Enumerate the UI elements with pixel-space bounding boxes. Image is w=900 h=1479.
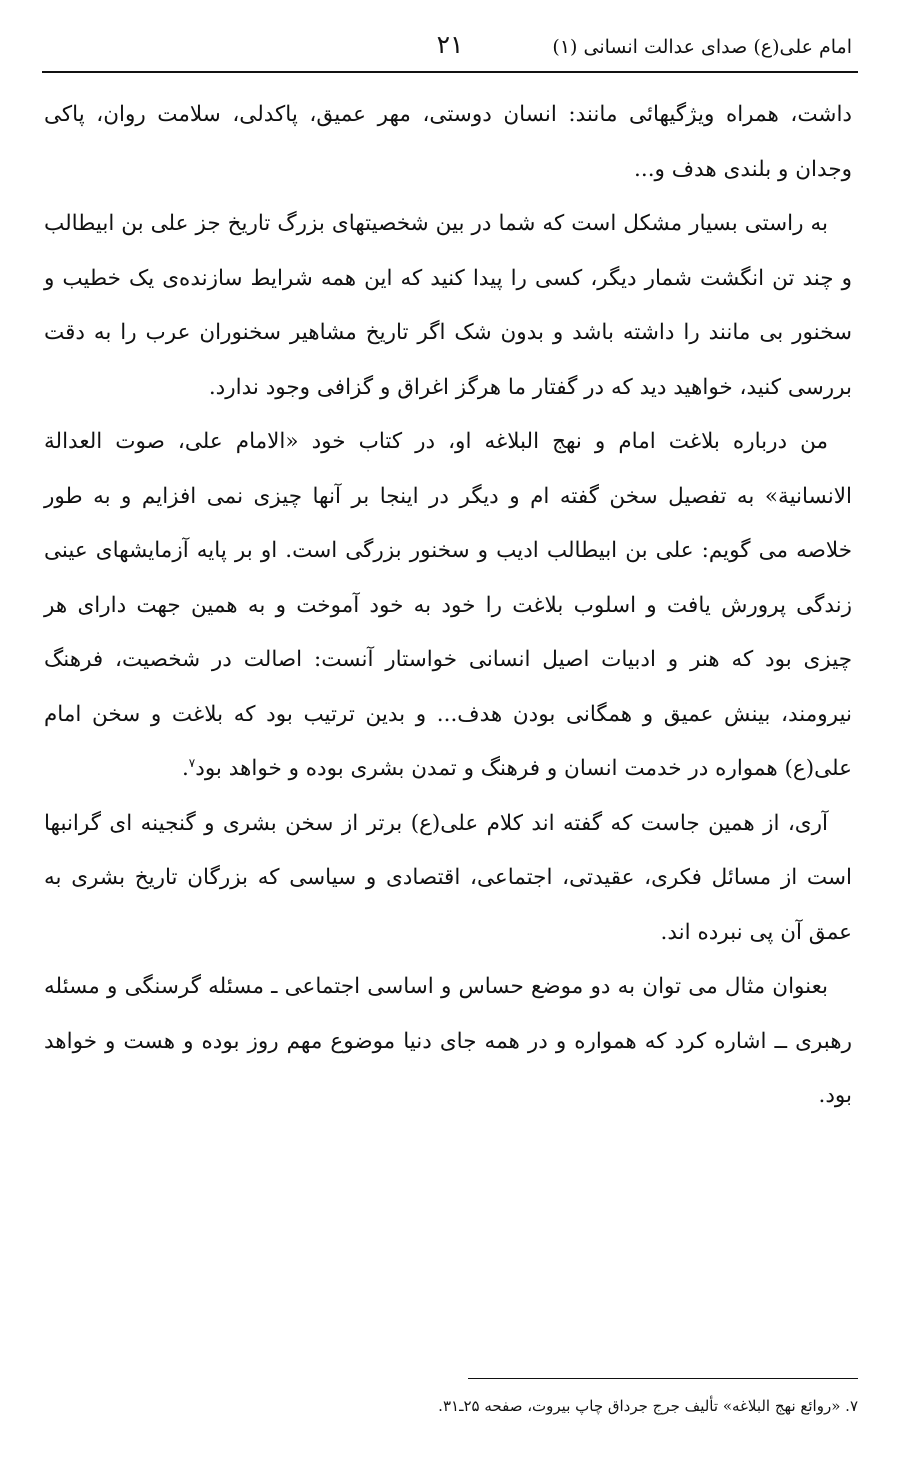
header-divider	[42, 71, 858, 73]
paragraph-text: من درباره بلاغت امام و نهج البلاغه او، در کتاب خود «الامام علی، صوت العدالة الانسانیة» به تفصیل سخن گفته ام و دیگر در اینجا بر آنها چیزی نمی افزایم و به طور خلاصه می گویم: علی بن ابیطالب ادیب و سخنور بزرگی است. او بر پایه آزمایشهای عینی زندگی پرورش یافت و اسلوب بلاغت را خود به خود آموخت و به همین جهت دارای هر چیزی بود که هنر و ادبیات اصیل انسانی خواستار آنست: اصالت در شخصیت، فرهنگ نیرومند، بینش عمیق و همگانی بودن هدف... و بدین ترتیب بود که بلاغت و سخن امام علی(ع) همواره در خدمت انسان و فرهنگ و تمدن بشری بوده و خواهد بود	[44, 429, 852, 781]
paragraph: بعنوان مثال می توان به دو موضع حساس و اساسی اجتماعی ـ مسئله گرسنگی و مسئله رهبری ــ اشاره کرد که همواره و در همه جای دنیا موضوع مهم روز بوده و هست و خواهد بود.	[44, 974, 852, 1108]
main-text	[44, 88, 852, 1124]
paragraph: به راستی بسیار مشکل است که شما در بین شخصیتهای بزرگ تاریخ جز علی بن ابیطالب و چند تن انگشت شمار دیگر، کسی را پیدا کنید که این همه شرایط سازنده‌ی یک خطیب و سخنور بی مانند را داشته باشد و بدون شک اگر تاریخ مشاهیر سخنوران عرب را به دقت بررسی کنید، خواهید دید که در گفتار ما هرگز اغراق و گزافی وجود ندارد.	[44, 211, 852, 400]
page-number: ۲۱	[436, 30, 464, 59]
paragraph: من درباره بلاغت امام و نهج البلاغه او، در کتاب خود «الامام علی، صوت العدالة الانسانیة» به تفصیل سخن گفته ام و دیگر در اینجا بر آنها چیزی نمی افزایم و به طور خلاصه می گویم: علی بن ابیطالب ادیب و سخنور بزرگی است. او بر پایه آزمایشهای عینی زندگی پرورش یافت و اسلوب بلاغت را خود به خود آموخت و به همین جهت دارای هر چیزی بود که هنر و ادبیات اصیل انسانی خواستار آنست: اصالت در شخصیت، فرهنگ نیرومند، بینش عمیق و همگانی بودن هدف... و بدین ترتیب بود که بلاغت و سخن امام علی(ع) همواره در خدمت انسان و فرهنگ و تمدن بشری بوده و خواهد بود$^۷$.	[44, 429, 852, 781]
footnote: ۷. «روائع نهج البلاغه» تألیف جرج جرداق چاپ بیروت، صفحه ۲۵ـ۳۱.	[438, 1397, 858, 1415]
running-header	[42, 30, 858, 70]
paragraph: داشت، همراه ویژگیهائی مانند: انسان دوستی، مهر عمیق، پاکدلی، سلامت روان، پاکی وجدان و بلندی هدف و...	[44, 102, 852, 182]
paragraph: آری، از همین جاست که گفته اند کلام علی(ع) برتر از سخن بشری و گنجینه ای گرانبها است از مسائل فکری، عقیدتی، اجتماعی، اقتصادی و سیاسی که بزرگان تاریخ بشری به عمق آن پی نبرده اند.	[44, 810, 852, 945]
header-title: امام علی(ع) صدای عدالت انسانی (۱)	[552, 36, 852, 58]
footnote-reference: ۷	[188, 755, 196, 770]
footnote-divider	[468, 1378, 858, 1379]
